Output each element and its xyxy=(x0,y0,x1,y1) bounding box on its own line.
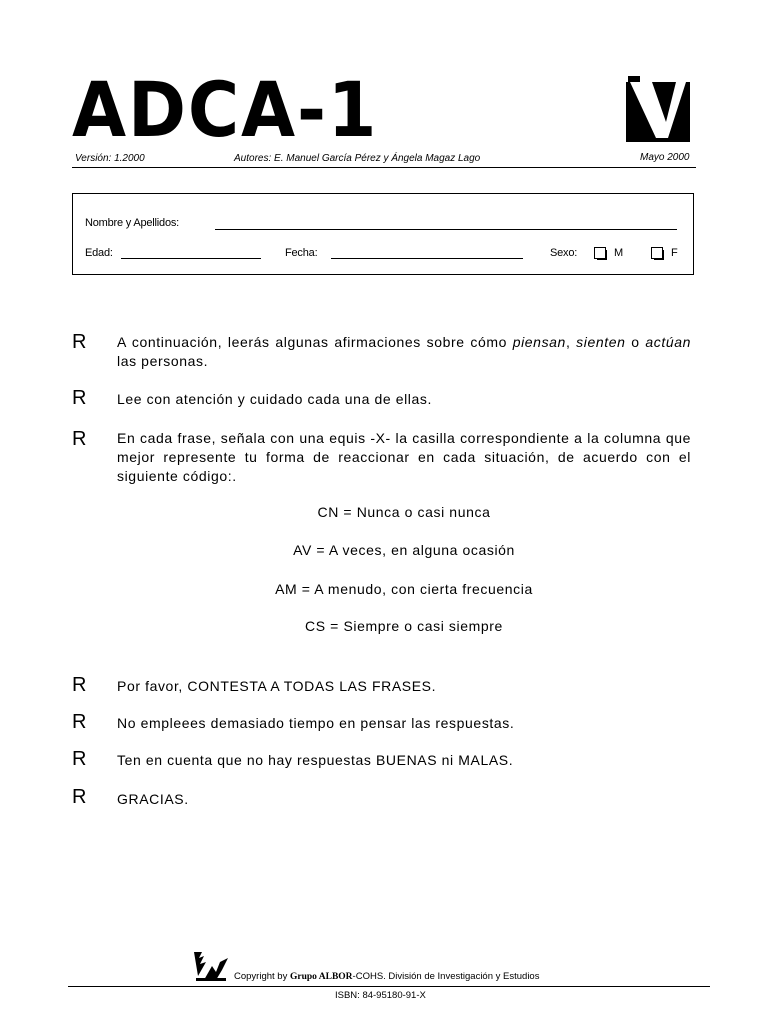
sex-f-label: F xyxy=(671,247,678,259)
sex-label: Sexo: xyxy=(550,247,578,259)
code-cs: CS = Siempre o casi siempre xyxy=(305,618,503,634)
copyright-suffix: -COHS. División de Investigación y Estudios xyxy=(352,971,540,982)
instruction-3: En cada frase, señala con una equis -X- la casilla correspondiente a la columna que mejor represente tu forma de reaccionar en cada situación, de acuerdo con el siguiente código:. xyxy=(117,430,691,484)
name-label: Nombre y Apellidos: xyxy=(85,217,180,229)
date-label: Mayo 2000 xyxy=(640,152,690,163)
instruction-1-actuan: actúan xyxy=(645,334,691,350)
bullet-icon: R xyxy=(72,711,87,733)
bullet-icon: R xyxy=(72,748,87,770)
sex-m-label: M xyxy=(614,247,623,259)
bullet-icon: R xyxy=(72,387,87,409)
date-field-label: Fecha: xyxy=(285,247,318,259)
copyright-notice xyxy=(234,971,539,982)
age-field[interactable] xyxy=(121,258,261,259)
instruction-2: Lee con atención y cuidado cada una de ellas. xyxy=(117,391,432,407)
document-title: ADCA-1 xyxy=(72,65,379,154)
footer-divider xyxy=(68,986,710,987)
date-field[interactable] xyxy=(331,258,523,259)
instruction-1-sep: , xyxy=(565,334,577,350)
authors-label: Autores: E. Manuel García Pérez y Ángela Magaz Lago xyxy=(234,153,481,164)
version-label: Versión: 1.2000 xyxy=(75,153,145,164)
sex-m-checkbox[interactable] xyxy=(594,247,606,259)
instruction-1-piensan: piensan xyxy=(512,334,566,350)
instruction-7: GRACIAS. xyxy=(117,791,189,807)
instruction-1 xyxy=(117,333,691,371)
name-field[interactable] xyxy=(215,229,677,230)
instruction-1-sep: o xyxy=(625,334,646,350)
instruction-5: No empleees demasiado tiempo en pensar las respuestas. xyxy=(117,715,515,731)
bullet-icon: R xyxy=(72,786,87,808)
sex-f-checkbox[interactable] xyxy=(651,247,663,259)
bullet-icon: R xyxy=(72,674,87,696)
instruction-1-end: las personas. xyxy=(117,353,209,369)
albor-logo-icon xyxy=(190,950,230,982)
code-av: AV = A veces, en alguna ocasión xyxy=(293,542,515,558)
code-cn: CN = Nunca o casi nunca xyxy=(317,504,491,520)
student-info-form xyxy=(72,193,694,275)
instruction-1-text: A continuación, leerás algunas afirmaciones sobre cómo xyxy=(117,334,513,350)
instruction-1-sienten: sienten xyxy=(576,334,626,350)
bullet-icon: R xyxy=(72,331,87,353)
instruction-4: Por favor, CONTESTA A TODAS LAS FRASES. xyxy=(117,678,437,694)
header-divider xyxy=(72,167,696,168)
instruction-6: Ten en cuenta que no hay respuestas BUENAS ni MALAS. xyxy=(117,752,514,768)
copyright-prefix: Copyright by xyxy=(234,971,290,982)
bullet-icon: R xyxy=(72,428,87,450)
isbn-label: ISBN: 84-95180-91-X xyxy=(335,990,426,1001)
code-am: AM = A menudo, con cierta frecuencia xyxy=(275,581,533,597)
publisher-logo-icon xyxy=(626,76,690,142)
age-label: Edad: xyxy=(85,247,113,259)
copyright-group: Grupo ALBOR xyxy=(289,972,353,982)
